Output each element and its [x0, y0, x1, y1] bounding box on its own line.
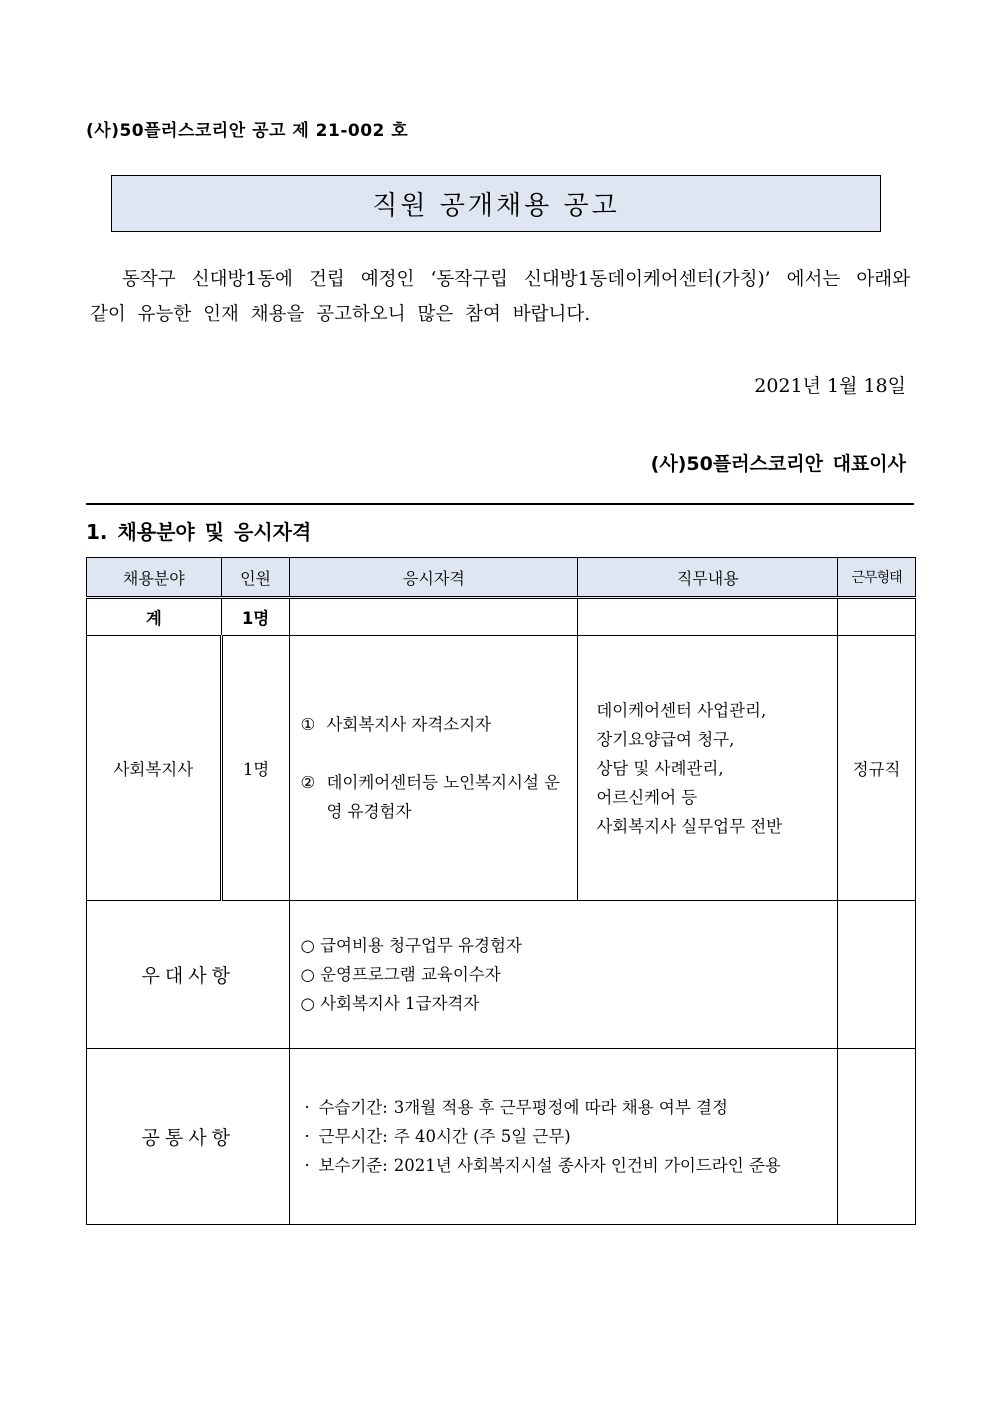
role-field: 사회복지사 [87, 636, 222, 901]
list-item [300, 768, 563, 826]
intro-paragraph: 동작구 신대방1동에 건립 예정인 ‘동작구립 신대방1동데이케어센터(가칭)’ 에서는 아래와 같이 유능한 인재 채용을 공고하오니 많은 참여 바랍니다. [90, 269, 910, 325]
list-item: ○ 급여비용 청구업무 유경험자 [300, 936, 522, 955]
common-list [290, 1049, 838, 1225]
list-item [304, 1151, 837, 1180]
common-label: 공통사항 [87, 1049, 290, 1225]
header-qualification: 응시자격 [290, 558, 578, 598]
table-row [87, 1049, 916, 1225]
header-duties: 직무내용 [578, 558, 838, 598]
section-heading: 1. 채용분야 및 응시자격 [86, 520, 312, 544]
list-item [300, 710, 563, 739]
common-value: 주 40시간 (주 5일 근무) [393, 1127, 571, 1146]
role-count: 1명 [221, 636, 290, 901]
list-item [304, 1122, 837, 1151]
recruitment-table [86, 557, 916, 1225]
role-qualifications [290, 636, 578, 901]
list-item [304, 1093, 837, 1122]
notice-date: 2021년 1월 18일 [754, 375, 906, 397]
header-employment-type: 근무형태 [838, 558, 916, 598]
divider [86, 503, 914, 505]
role-employment-type: 정규직 [838, 636, 916, 901]
total-row [87, 598, 916, 636]
qualification-text: 데이케어센터등 노인복지시설 운영 유경험자 [326, 773, 561, 821]
header-count: 인원 [221, 558, 290, 598]
role-duties [578, 636, 838, 901]
common-value: 3개월 적용 후 근무평정에 따라 채용 여부 결정 [393, 1098, 728, 1117]
common-key: 보수기준: [318, 1156, 388, 1175]
common-key: 근무시간: [318, 1127, 388, 1146]
qualification-number: ② [300, 773, 316, 792]
qualification-text: 사회복지사 자격소지자 [326, 715, 492, 734]
list-item: 사회복지사 실무업무 전반 [596, 816, 783, 836]
page-title: 직원 공개채용 공고 [111, 175, 881, 232]
total-label: 계 [87, 598, 222, 636]
issuer: (사)50플러스코리안 대표이사 [650, 453, 906, 475]
table-row [87, 901, 916, 1049]
list-item: ○ 운영프로그램 교육이수자 [300, 965, 501, 984]
list-item: 데이케어센터 사업관리, [596, 700, 767, 720]
bullet-icon: · [304, 1156, 310, 1175]
common-value: 2021년 사회복지시설 종사자 인건비 가이드라인 준용 [393, 1156, 781, 1175]
list-item: ○ 사회복지사 1급자격자 [300, 994, 480, 1013]
notice-number: (사)50플러스코리안 공고 제 21-002 호 [86, 121, 409, 141]
qualification-number: ① [300, 715, 316, 734]
preferences-label: 우대사항 [87, 901, 290, 1049]
total-count: 1명 [221, 598, 290, 636]
bullet-icon: · [304, 1098, 310, 1117]
table-header-row [87, 558, 916, 598]
header-field: 채용분야 [87, 558, 222, 598]
table-row [87, 636, 916, 901]
list-item: 상담 및 사례관리, [596, 758, 724, 778]
preferences-list [290, 901, 838, 1049]
bullet-icon: · [304, 1127, 310, 1146]
list-item: 어르신케어 등 [596, 787, 698, 807]
common-key: 수습기간: [318, 1098, 388, 1117]
list-item: 장기요양급여 청구, [596, 729, 735, 749]
